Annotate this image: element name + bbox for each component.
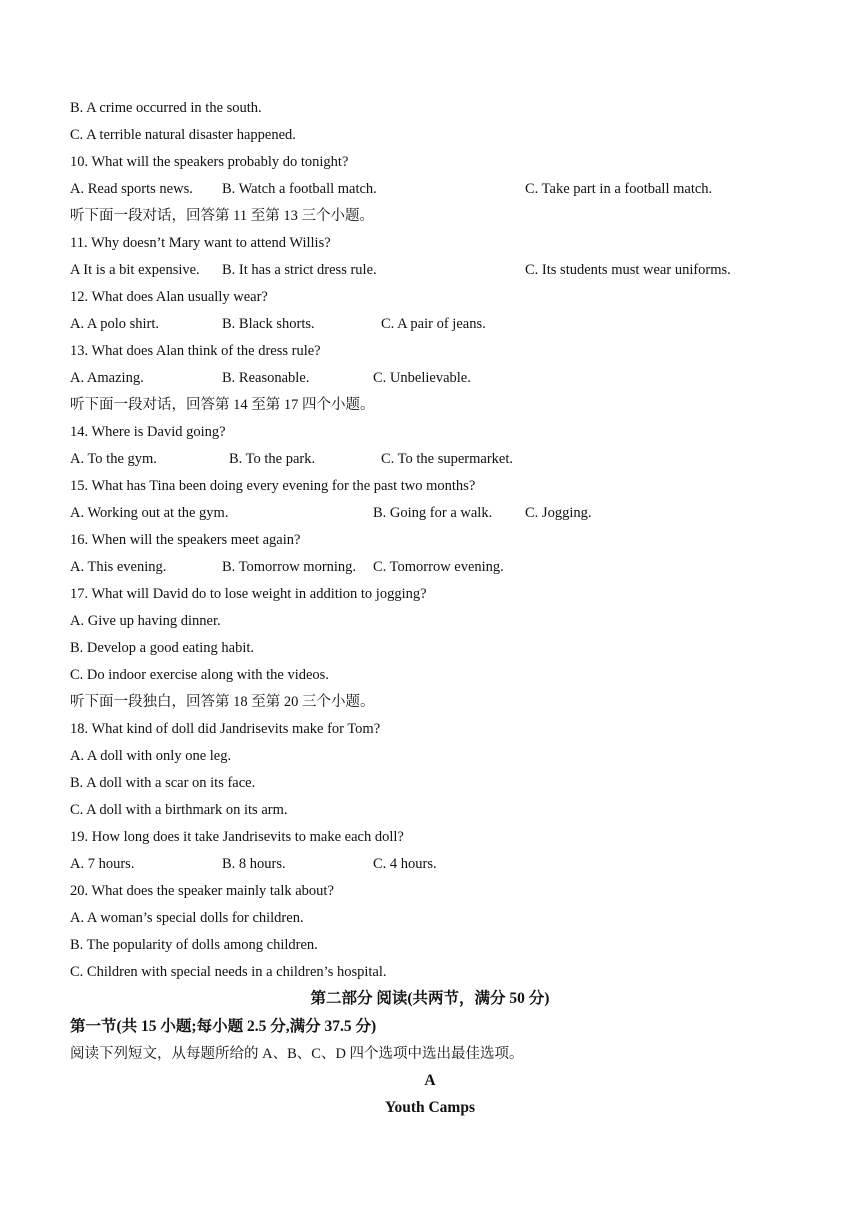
option-15a: A. Working out at the gym. bbox=[70, 505, 229, 521]
option-20a: A. A woman’s special dolls for children. bbox=[70, 910, 304, 926]
option-20b: B. The popularity of dolls among children. bbox=[70, 937, 318, 953]
question-18: 18. What kind of doll did Jandrisevits make for Tom? bbox=[70, 721, 381, 737]
question-16: 16. When will the speakers meet again? bbox=[70, 532, 301, 548]
passage-title: Youth Camps bbox=[384, 1099, 475, 1116]
option-19a: A. 7 hours. bbox=[70, 856, 135, 872]
option-14c: C. To the supermarket. bbox=[381, 451, 514, 467]
option-11b: B. It has a strict dress rule. bbox=[222, 262, 377, 278]
instruction-14-17: 听下面一段对话，回答第 14 至第 17 四个小题。 bbox=[70, 397, 375, 413]
option-13b: B. Reasonable. bbox=[222, 370, 310, 386]
question-14: 14. Where is David going? bbox=[70, 424, 226, 440]
reading-instruction: 阅读下列短文，从每题所给的 A、B、C、D 四个选项中选出最佳选项。 bbox=[70, 1046, 524, 1062]
option-15c: C. Jogging. bbox=[525, 505, 592, 521]
options-11 bbox=[0, 261, 860, 279]
option-16b: B. Tomorrow morning. bbox=[222, 559, 357, 575]
options-15 bbox=[0, 504, 860, 522]
options-19 bbox=[0, 855, 860, 873]
option-9c: C. A terrible natural disaster happened. bbox=[70, 127, 296, 143]
option-15b: B. Going for a walk. bbox=[373, 505, 493, 521]
option-10b: B. Watch a football match. bbox=[222, 181, 377, 197]
option-13a: A. Amazing. bbox=[70, 370, 144, 386]
question-12: 12. What does Alan usually wear? bbox=[70, 289, 268, 305]
option-18c: C. A doll with a birthmark on its arm. bbox=[70, 802, 288, 818]
options-16 bbox=[0, 558, 860, 576]
part-two-heading: 第二部分 阅读(共两节，满分 50 分) bbox=[310, 990, 550, 1007]
option-11a: A It is a bit expensive. bbox=[70, 262, 200, 278]
option-17b: B. Develop a good eating habit. bbox=[70, 640, 255, 656]
options-10 bbox=[0, 180, 860, 198]
options-12 bbox=[0, 315, 860, 333]
option-16a: A. This evening. bbox=[70, 559, 167, 575]
question-17: 17. What will David do to lose weight in addition to jogging? bbox=[70, 586, 427, 602]
option-17c: C. Do indoor exercise along with the videos. bbox=[70, 667, 329, 683]
question-13: 13. What does Alan think of the dress rule? bbox=[70, 343, 321, 359]
question-19: 19. How long does it take Jandrisevits to make each doll? bbox=[70, 829, 404, 845]
section-one-heading: 第一节(共 15 小题;每小题 2.5 分,满分 37.5 分) bbox=[70, 1018, 377, 1035]
option-10c: C. Take part in a football match. bbox=[525, 181, 713, 197]
passage-letter: A bbox=[424, 1072, 436, 1089]
option-11c: C. Its students must wear uniforms. bbox=[525, 262, 731, 278]
option-10a: A. Read sports news. bbox=[70, 181, 193, 197]
question-11: 11. Why doesn’t Mary want to attend Willis? bbox=[70, 235, 331, 251]
question-10: 10. What will the speakers probably do tonight? bbox=[70, 154, 349, 170]
option-9b: B. A crime occurred in the south. bbox=[70, 100, 262, 116]
option-12c: C. A pair of jeans. bbox=[381, 316, 486, 332]
question-20: 20. What does the speaker mainly talk about? bbox=[70, 883, 334, 899]
options-13 bbox=[0, 369, 860, 387]
option-17a: A. Give up having dinner. bbox=[70, 613, 221, 629]
option-14a: A. To the gym. bbox=[70, 451, 157, 467]
option-18a: A. A doll with only one leg. bbox=[70, 748, 232, 764]
option-12b: B. Black shorts. bbox=[222, 316, 315, 332]
option-14b: B. To the park. bbox=[229, 451, 316, 467]
option-19b: B. 8 hours. bbox=[222, 856, 286, 872]
options-14 bbox=[0, 450, 860, 468]
instruction-11-13: 听下面一段对话，回答第 11 至第 13 三个小题。 bbox=[70, 208, 374, 224]
option-20c: C. Children with special needs in a children’s hospital. bbox=[70, 964, 387, 980]
question-15: 15. What has Tina been doing every evening for the past two months? bbox=[70, 478, 476, 494]
instruction-18-20: 听下面一段独白，回答第 18 至第 20 三个小题。 bbox=[70, 694, 375, 710]
option-19c: C. 4 hours. bbox=[373, 856, 437, 872]
option-13c: C. Unbelievable. bbox=[373, 370, 471, 386]
option-12a: A. A polo shirt. bbox=[70, 316, 160, 332]
option-16c: C. Tomorrow evening. bbox=[373, 559, 504, 575]
option-18b: B. A doll with a scar on its face. bbox=[70, 775, 256, 791]
